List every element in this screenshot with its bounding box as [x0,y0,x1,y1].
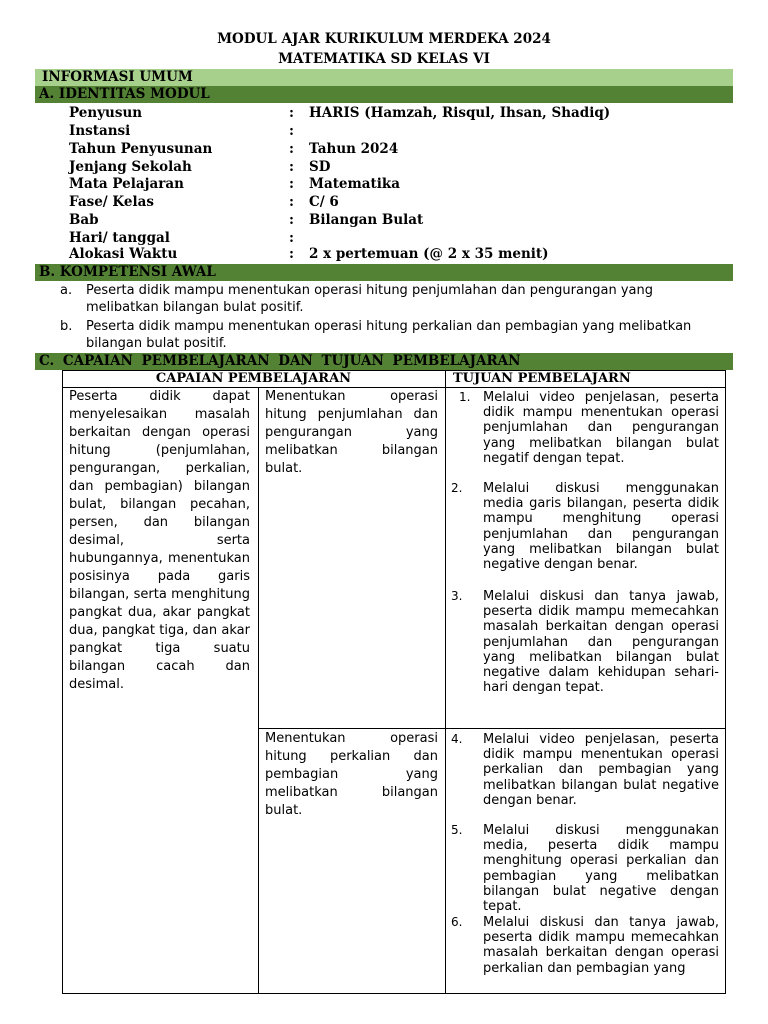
identitas-label: Jenjang Sekolah [69,159,192,175]
identitas-value: 2 x pertemuan (@ 2 x 35 menit) [309,246,549,262]
kompetensi-text: Peserta didik mampu menentukan operasi hitung penjumlahan dan pengurangan yang melibatkan bilangan bulat positif. [86,283,653,315]
identitas-colon: : [289,194,294,210]
tujuan-number: 6. [451,915,463,929]
identitas-value: Tahun 2024 [309,141,399,157]
identitas-value: SD [309,159,331,175]
identitas-colon: : [289,123,294,139]
section-informasi-umum-label: INFORMASI UMUM [42,69,193,85]
identitas-label: Alokasi Waktu [69,246,178,262]
tujuan-text: Melalui video penjelasan, peserta didik mampu menentukan operasi perkalian dan pembagian yang melibatkan bilangan bulat negative dengan benar. [483,732,719,808]
table-subcolumn-divider [258,387,259,994]
section-capaian-tujuan [35,353,733,370]
identitas-label: Bab [69,212,99,228]
identitas-colon: : [289,105,294,121]
tujuan-number: 4. [451,732,463,746]
tujuan-number: 3. [451,589,463,603]
tujuan-text: Melalui diskusi menggunakan media garis bilangan, peserta didik mampu menghitung operasi penjumlahan dan pengurangan yang melibatkan bilangan bulat negative dengan benar. [483,481,719,573]
sub-capaian-perkalian: Menentukan operasi hitung perkalian dan pembagian yang melibatkan bilangan bulat. [265,731,438,818]
table-row-divider [258,728,726,729]
tujuan-number: 2. [451,481,463,495]
identitas-colon: : [289,246,294,262]
identitas-value: Matematika [309,176,401,192]
identitas-colon: : [289,230,294,246]
tujuan-text: Melalui diskusi menggunakan media, peserta didik mampu menghitung operasi perkalian dan pembagian yang melibatkan bilangan bulat negative dengan tepat. [483,823,719,915]
identitas-colon: : [289,159,294,175]
section-kompetensi-label: B. KOMPETENSI AWAL [39,264,216,280]
kompetensi-text: Peserta didik mampu menentukan operasi hitung perkalian dan pembagian yang melibatkan bilangan bulat positif. [86,319,692,351]
identitas-colon: : [289,141,294,157]
kompetensi-marker: a. [60,283,73,298]
header-capaian-pembelajaran: CAPAIAN PEMBELAJARAN [155,371,352,386]
identitas-value: Bilangan Bulat [309,212,424,228]
sub-capaian-penjumlahan: Menentukan operasi hitung penjumlahan dan pengurangan yang melibatkan bilangan bulat. [265,389,438,476]
identitas-value: HARIS (Hamzah, Risqul, Ihsan, Shadiq) [309,105,611,121]
identitas-label: Penyusun [69,105,143,121]
section-capaian-label: C. CAPAIAN PEMBELAJARAN DAN TUJUAN PEMBELAJARAN [39,353,521,369]
section-informasi-umum [35,69,733,86]
identitas-value: C/ 6 [309,194,339,210]
identitas-label: Hari/ tanggal [69,230,170,246]
tujuan-text: Melalui diskusi dan tanya jawab, peserta didik mampu memecahkan masalah berkaitan dengan operasi penjumlahan dan pengurangan yang melibatkan bilangan bulat negative dalam kehidupan sehari-hari dengan tepat. [483,589,719,696]
table-column-divider [445,370,446,994]
kompetensi-marker: b. [60,319,73,334]
tujuan-text: Melalui diskusi dan tanya jawab, peserta didik mampu memecahkan masalah berkaitan dengan operasi perkalian dan pembagian yang [483,915,719,976]
section-identitas-modul [35,86,733,103]
document-subtitle: MATEMATIKA SD KELAS VI [278,51,490,67]
identitas-label: Tahun Penyusunan [69,141,213,157]
section-kompetensi-awal [35,264,733,281]
tujuan-number: 5. [451,823,463,837]
header-tujuan-pembelajaran: TUJUAN PEMBELAJARN [453,371,631,386]
tujuan-text: Melalui video penjelasan, peserta didik mampu menentukan operasi penjumlahan dan pengurangan yang melibatkan bilangan bulat negatif dengan tepat. [483,390,719,466]
identitas-label: Mata Pelajaran [69,176,184,192]
section-identitas-label: A. IDENTITAS MODUL [39,86,210,102]
capaian-text: Peserta didik dapat menyelesaikan masalah berkaitan dengan operasi hitung (penjumlahan, pengurangan, perkalian, dan pembagian) bilangan bulat, bilangan pecahan, persen, dan bilangan desimal, serta hubungannya, menentukan posisinya pada garis bilangan, serta menghitung pangkat dua, akar pangkat dua, pangkat tiga, dan akar pangkat tiga suatu bilangan cacah dan desimal. [69,389,250,692]
identitas-label: Instansi [69,123,131,139]
tujuan-number: 1. [459,390,471,404]
identitas-colon: : [289,176,294,192]
identitas-colon: : [289,212,294,228]
identitas-label: Fase/ Kelas [69,194,154,210]
document-title: MODUL AJAR KURIKULUM MERDEKA 2024 [217,31,551,47]
